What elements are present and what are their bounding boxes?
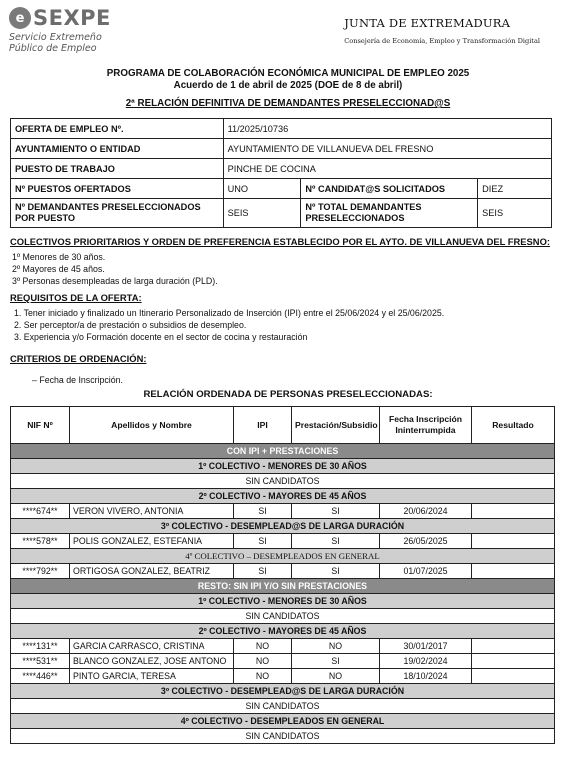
cell-prestacion: NO [292,639,380,654]
cell-nif: ****792** [11,564,70,579]
cell-nombre: PINTO GARCIA, TERESA [70,669,234,684]
cell-nombre: GARCIA CARRASCO, CRISTINA [70,639,234,654]
logo-subtitle-line2: Público de Empleo [9,43,97,54]
colectivo-band-label: 1º COLECTIVO - MENORES DE 30 AÑOS [11,459,555,474]
junta-title: JUNTA DE EXTREMADURA [344,16,511,30]
colectivo-band [11,489,555,504]
cell-prestacion: SI [292,534,380,549]
colectivo-item: 3º Personas desempleadas de larga duración (PLD). [12,276,218,286]
no-candidates-row [11,699,555,714]
cell-nombre: VERON VIVERO, ANTONIA [70,504,234,519]
offer-row [11,199,552,228]
offer-row [11,139,552,159]
requisito-item: 3. Experiencia y/o Formación docente en el sector de cocina y restauración [14,332,308,342]
cell-resultado [472,504,555,519]
requisito-item: 1. Tener iniciado y finalizado un Itinerario Personalizado de Inserción (IPI) entre el 25/06/2024 y el 25/06/2025. [14,308,445,318]
criterio-item: – Fecha de Inscripción. [32,375,123,385]
cell-ipi: NO [234,669,292,684]
ayto-value: AYUNTAMIENTO DE VILLANUEVA DEL FRESNO [223,139,551,159]
document-subtitle: 2ª RELACIÓN DEFINITIVA DE DEMANDANTES PRESELECCIONAD@S [125,98,451,109]
junta-subtitle: Consejería de Economía, Empleo y Transformación Digital [344,37,540,45]
cell-nif: ****674** [11,504,70,519]
group-band [11,444,555,459]
candidatos-value: DIEZ [478,179,552,199]
no-candidates-row [11,474,555,489]
offer-table [10,118,552,228]
header-nif: NIF Nº [11,407,70,444]
colectivo-band [11,624,555,639]
table-row [11,504,555,519]
puestos-ofertados-value: UNO [223,179,301,199]
cell-resultado [472,564,555,579]
logo-subtitle [9,32,129,54]
logo-row [9,6,129,30]
colectivo-band-label: 4º COLECTIVO – DESEMPLEADOS EN GENERAL [11,549,555,564]
cell-nombre: ORTIGOSA GONZALEZ, BEATRIZ [70,564,234,579]
cell-nif: ****446** [11,669,70,684]
table-row [11,564,555,579]
no-candidates-row-label: SIN CANDIDATOS [11,729,555,744]
colectivo-item: 2º Mayores de 45 años. [12,264,105,274]
criterios-list [32,374,123,386]
colectivo-band [11,519,555,534]
puesto-value: PINCHE DE COCINA [223,159,551,179]
preselected-table-body [11,444,555,744]
preselected-table [10,406,555,744]
table-row [11,639,555,654]
requisitos-list [14,307,444,343]
colectivo-band [11,684,555,699]
total-value: SEIS [478,199,552,228]
sexpe-logo [9,6,129,54]
no-candidates-row-label: SIN CANDIDATOS [11,699,555,714]
header-nombre: Apellidos y Nombre [70,407,234,444]
cell-nif: ****531** [11,654,70,669]
colectivo-band [11,594,555,609]
group-band-label: CON IPI + PRESTACIONES [11,444,555,459]
logo-name: SEXPE [33,6,111,30]
offer-row [11,159,552,179]
cell-fecha: 20/06/2024 [380,504,472,519]
total-label: Nº TOTAL DEMANDANTES PRESELECCIONADOS [301,199,478,228]
offer-row [11,119,552,139]
cell-resultado [472,669,555,684]
requisitos-heading: REQUISITOS DE LA OFERTA: [10,292,142,303]
puesto-label: PUESTO DE TRABAJO [11,159,224,179]
candidatos-label: Nº CANDIDAT@S SOLICITADOS [301,179,478,199]
logo-subtitle-line1: Servicio Extremeño [9,32,102,43]
requisito-item: 2. Ser perceptor/a de prestación o subsidios de desempleo. [14,320,247,330]
table-row [11,669,555,684]
cell-prestacion: NO [292,669,380,684]
cell-ipi: SI [234,564,292,579]
colectivo-band-label: 3º COLECTIVO - DESEMPLEAD@S DE LARGA DURACIÓN [11,519,555,534]
colectivos-list [12,251,218,287]
colectivo-band-label: 2º COLECTIVO - MAYORES DE 45 AÑOS [11,624,555,639]
cell-nif: ****578** [11,534,70,549]
cell-fecha: 18/10/2024 [380,669,472,684]
cell-ipi: SI [234,504,292,519]
cell-prestacion: SI [292,504,380,519]
document-title [0,68,576,92]
no-candidates-row [11,609,555,624]
colectivo-band [11,714,555,729]
cell-fecha: 19/02/2024 [380,654,472,669]
title-line2: Acuerdo de 1 de abril de 2025 (DOE de 8 de abril) [173,80,403,91]
cell-prestacion: SI [292,564,380,579]
table-row [11,534,555,549]
header-prestacion: Prestación/Subsidio [292,407,380,444]
sexpe-logo-icon: e [9,7,31,29]
colectivo-band-label: 3º COLECTIVO - DESEMPLEAD@S DE LARGA DURACIÓN [11,684,555,699]
cell-fecha: 26/05/2025 [380,534,472,549]
cell-nombre: POLIS GONZALEZ, ESTEFANIA [70,534,234,549]
colectivo-band-label: 4º COLECTIVO - DESEMPLEADOS EN GENERAL [11,714,555,729]
colectivo-band [11,459,555,474]
cell-ipi: NO [234,639,292,654]
dem-puesto-label: Nº DEMANDANTES PRESELECCIONADOS POR PUESTO [11,199,224,228]
colectivo-item: 1º Menores de 30 años. [12,252,106,262]
cell-nif: ****131** [11,639,70,654]
header-resultado: Resultado [472,407,555,444]
criterios-heading: CRITERIOS DE ORDENACIÓN: [10,353,147,364]
table-row [11,654,555,669]
dem-puesto-value: SEIS [223,199,301,228]
offer-row [11,179,552,199]
colectivo-band-label: 1º COLECTIVO - MENORES DE 30 AÑOS [11,594,555,609]
relacion-title: RELACIÓN ORDENADA DE PERSONAS PRESELECCIONADAS: [143,389,433,400]
junta-header [344,16,540,45]
cell-nombre: BLANCO GONZALEZ, JOSE ANTONO [70,654,234,669]
cell-ipi: NO [234,654,292,669]
title-line1: PROGRAMA DE COLABORACIÓN ECONÓMICA MUNICIPAL DE EMPLEO 2025 [106,68,470,79]
cell-resultado [472,639,555,654]
oferta-value: 11/2025/10736 [223,119,551,139]
header-ipi: IPI [234,407,292,444]
colectivo-band [11,549,555,564]
ayto-label: AYUNTAMIENTO O ENTIDAD [11,139,224,159]
no-candidates-row-label: SIN CANDIDATOS [11,609,555,624]
group-band-label: RESTO: SIN IPI Y/O SIN PRESTACIONES [11,579,555,594]
cell-fecha: 30/01/2017 [380,639,472,654]
no-candidates-row [11,729,555,744]
colectivos-heading: COLECTIVOS PRIORITARIOS Y ORDEN DE PREFERENCIA ESTABLECIDO POR EL AYTO. DE VILLANUEVA DEL FRESNO: [10,236,550,247]
cell-ipi: SI [234,534,292,549]
table-header-row [11,407,555,444]
cell-resultado [472,534,555,549]
no-candidates-row-label: SIN CANDIDATOS [11,474,555,489]
colectivo-band-label: 2º COLECTIVO - MAYORES DE 45 AÑOS [11,489,555,504]
oferta-label: OFERTA DE EMPLEO Nº. [11,119,224,139]
group-band [11,579,555,594]
cell-resultado [472,654,555,669]
puestos-ofertados-label: Nº PUESTOS OFERTADOS [11,179,224,199]
cell-fecha: 01/07/2025 [380,564,472,579]
cell-prestacion: SI [292,654,380,669]
header-fecha: Fecha Inscripción Ininterrumpida [380,407,472,444]
